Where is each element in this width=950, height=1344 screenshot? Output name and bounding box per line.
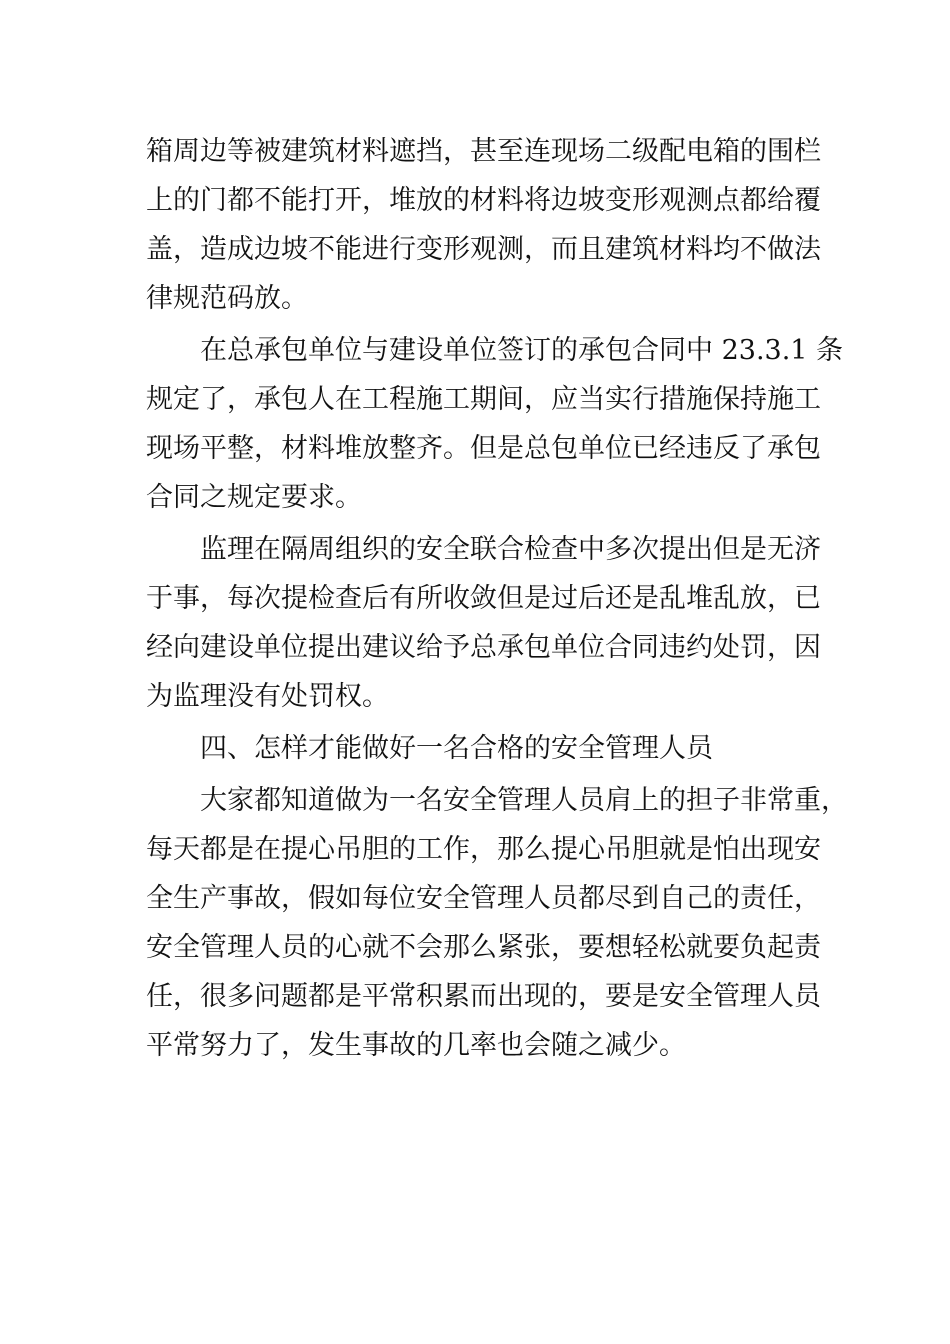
text-line: 合同之规定要求。	[146, 482, 362, 513]
text-line: 每天都是在提心吊胆的工作，那么提心吊胆就是怕出现安	[146, 834, 821, 865]
text-line: 平常努力了，发生事故的几率也会随之减少。	[146, 1030, 686, 1061]
paragraph-3	[146, 525, 836, 721]
document-body	[146, 127, 848, 1070]
text-line: 为监理没有处罚权。	[146, 681, 389, 712]
text-line: 箱周边等被建筑材料遮挡，甚至连现场二级配电箱的围栏	[146, 136, 821, 167]
paragraph-4	[146, 776, 848, 1070]
section-heading	[146, 724, 836, 773]
text-line: 大家都知道做为一名安全管理人员肩上的担子非常重，	[146, 785, 848, 816]
text-line: 上的门都不能打开，堆放的材料将边坡变形观测点都给覆	[146, 185, 821, 216]
paragraph-2	[146, 326, 844, 522]
text-line: 安全管理人员的心就不会那么紧张，要想轻松就要负起责	[146, 932, 821, 963]
text-line: 现场平整，材料堆放整齐。但是总包单位已经违反了承包	[146, 433, 821, 464]
text-line: 全生产事故，假如每位安全管理人员都尽到自己的责任，	[146, 883, 821, 914]
paragraph-1	[146, 127, 836, 323]
text-line: 于事，每次提检查后有所收敛但是过后还是乱堆乱放，已	[146, 583, 821, 614]
text-line: 规定了，承包人在工程施工期间，应当实行措施保持施工	[146, 384, 821, 415]
text-line: 律规范码放。	[146, 283, 308, 314]
heading-line: 四、怎样才能做好一名合格的安全管理人员	[146, 733, 713, 764]
text-line: 盖，造成边坡不能进行变形观测，而且建筑材料均不做法	[146, 234, 821, 265]
text-line: 监理在隔周组织的安全联合检查中多次提出但是无济	[146, 534, 821, 565]
text-line: 经向建设单位提出建议给予总承包单位合同违约处罚，因	[146, 632, 821, 663]
text-line: 任，很多问题都是平常积累而出现的，要是安全管理人员	[146, 981, 821, 1012]
text-line: 在总承包单位与建设单位签订的承包合同中 23.3.1 条	[146, 335, 844, 366]
